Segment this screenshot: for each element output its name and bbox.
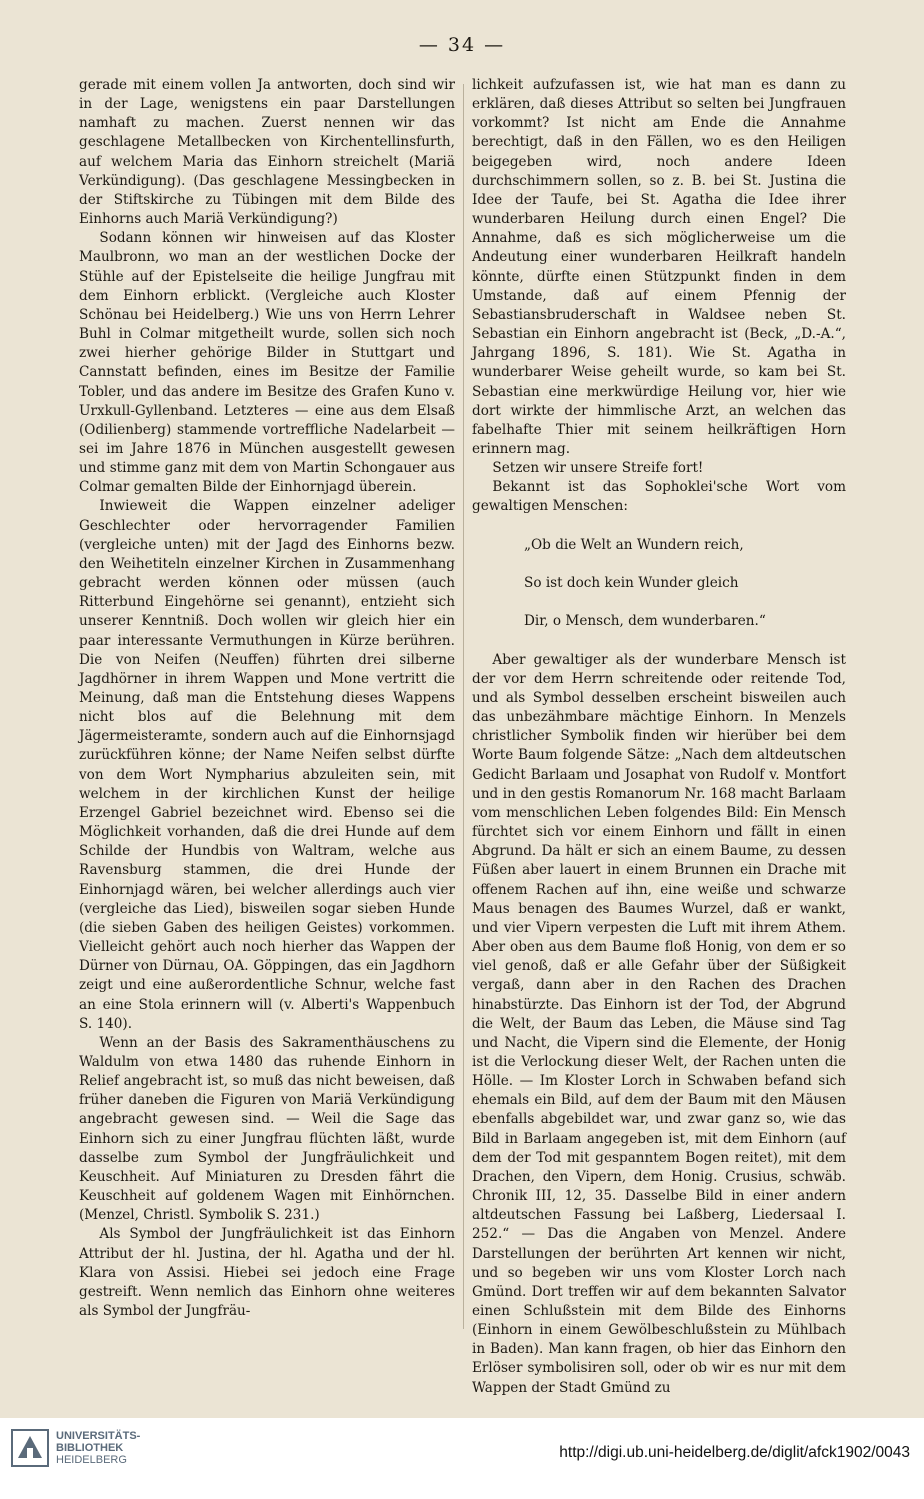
- logo-line: HEIDELBERG: [56, 1454, 127, 1466]
- footer-bar: [0, 1418, 924, 1499]
- paragraph: Wenn an der Basis des Sakramenthäuschens zu Waldulm von etwa 1480 das ruhende Einhorn in Relief angebracht ist, so muß das nicht beweisen, daß früher daneben die Figuren von Mariä Verkündigung angebracht gewesen sind. — Weil die Sage das Einhorn sich zu einer Jungfrau flüchten läßt, wurde dasselbe zum Symbol der Jungfräulichkeit und Keuschheit. Auf Miniaturen zu Dresden fährt die Keuschheit auf goldenem Wagen mit Einhörnchen. (Menzel, Christl. Symbolik S. 231.): [79, 1034, 455, 1224]
- paragraph: Sodann können wir hinweisen auf das Kloster Maulbronn, wo man an der westlichen Docke der Stühle auf der Epistelseite die heilige Jungfrau mit dem Einhorn erblickt. (Vergleiche auch Kloster Schönau bei Heidelberg.) Wie uns von Herrn Lehrer Buhl in Colmar mitgetheilt wurde, sollen sich noch zwei hierher gehörige Bilder in Stuttgart und Cannstatt befinden, eines im Besitze der Familie Tobler, und das andere im Besitze des Grafen Kuno v. Urxkull-Gyllenband. Letzteres — eine aus dem Elsaß (Odilienberg) stammende vortreffliche Nadelarbeit — sei im Jahre 1876 in München ausgestellt gewesen und stimme ganz mit dem von Martin Schongauer aus Colmar gemalten Bilde der Einhornjagd überein.: [79, 230, 455, 496]
- library-logo[interactable]: [10, 1428, 230, 1468]
- column-divider: [463, 84, 464, 1329]
- paragraph: Setzen wir unsere Streife fort!: [492, 460, 704, 477]
- paragraph: Bekannt ist das Sophoklei'sche Wort vom gewaltigen Menschen:: [472, 479, 846, 515]
- poem-line: Dir, o Mensch, dem wunderbaren.“: [524, 613, 766, 630]
- paragraph: Aber gewaltiger als der wunderbare Mensch ist der vor dem Herrn schreitende oder reitende Tod, und als Symbol desselben erscheint bisweilen auch das unbezähmbare mächtige Einhorn. In Menzels christlicher Symbolik finden wir hierüber bei dem Worte Baum folgende Sätze: „Nach dem altdeutschen Gedicht Barlaam und Josaphat von Rudolf v. Montfort und in den gestis Romanorum Nr. 168 macht Barlaam vom menschlichen Leben folgendes Bild: Ein Mensch fürchtet sich vor einem Einhorn und fällt in einen Abgrund. Da hält er sich an einem Baume, zu dessen Füßen aber lauert in einem Brunnen ein Drache mit offenem Rachen auf ihn, eine weiße und schwarze Maus benagen des Baumes Wurzel, daß er wankt, und vier Vipern verpesten die Luft mit ihrem Athem. Aber oben aus dem Baume floß Honig, von dem er so viel genoß, daß er alle Gefahr über der Süßigkeit vergaß, dann aber in den Rachen des Drachen hinabstürzte. Das Einhorn ist der Tod, der Abgrund die Welt, der Baum das Leben, die Mäuse sind Tag und Nacht, die Vipern sind die Elemente, der Honig ist die Verlockung dieser Welt, der Rachen unten die Hölle. — Im Kloster Lorch in Schwaben befand sich ehemals ein Bild, auf dem der Baum mit den Mäusen ebenfalls abgebildet war, und zwar ganz so, wie das Bild in Barlaam angegeben ist, mit dem Einhorn (auf dem der Tod mit gespanntem Bogen reitet), mit dem Drachen, den Vipern, dem Honig. Crusius, schwäb. Chronik III, 12, 35. Dasselbe Bild in einer andern altdeutschen Fassung bei Laßberg, Liedersaal I. 252.“ — Das die Angaben von Menzel. Andere Darstellungen der berührten Art kennen wir nicht, und so begeben wir uns vom Kloster Lorch nach Gmünd. Dort treffen wir auf dem bekannten Salvator einen Schlußstein mit dem Bilde des Einhorns (Einhorn in einem Gewölbeschlußstein zu Mühlbach in Baden). Man kann fragen, ob hier das Einhorn den Erlöser symbolisiren soll, oder ob wir es nur mit dem Wappen der Stadt Gmünd zu: [472, 651, 846, 1396]
- logo-text: [56, 1430, 140, 1466]
- source-url[interactable]: http://digi.ub.uni-heidelberg.de/diglit/afck1902/0043: [559, 1444, 910, 1461]
- right-text-column: [472, 76, 846, 1396]
- left-text-column: [79, 76, 455, 1338]
- paragraph: lichkeit aufzufassen ist, wie hat man es dann zu erklären, daß dieses Attribut so selten bei Jungfrauen vorkommt? Ist nicht am Ende die Annahme berechtigt, daß in den Fällen, wo es den Heiligen beigegeben wird, noch andere Ideen durchschimmern sollen, so z. B. bei St. Justina die Idee der Taufe, bei St. Agatha die Idee ihrer wunderbaren Heilung durch einen Engel? Die Annahme, daß es sich möglicherweise um die Andeutung einer wunderbaren Heilkraft handeln könnte, dürfte einen Stützpunkt finden in dem Umstande, daß auf einem Pfennig der Sebastiansbruderschaft in Waldsee neben St. Sebastian ein Einhorn angebracht ist (Beck, „D.-A.“, Jahrgang 1896, S. 181). Wie St. Agatha in wunderbarer Weise geheilt wurde, so kam bei St. Sebastian eine merkwürdige Heilung vor, hier wie dort wirkte der himmlische Arzt, an welchen das fabelhafte Thier mit seinem heilkräftigen Horn erinnern mag.: [472, 77, 846, 457]
- paragraph: gerade mit einem vollen Ja antworten, doch sind wir in der Lage, wenigstens ein paar Darstellungen namhaft zu machen. Zuerst nennen wir das geschlagene Metallbecken von Kirchentellinsfurth, auf welchem Maria das Einhorn streichelt (Mariä Verkündigung). (Das geschlagene Messingbecken in der Stiftskirche zu Tübingen mit dem Bilde des Einhorns auch Mariä Verkündigung?): [79, 77, 455, 228]
- logo-line: UNIVERSITÄTS-: [56, 1430, 141, 1442]
- poem-line: „Ob die Welt an Wundern reich,: [524, 536, 744, 553]
- paragraph: Inwieweit die Wappen einzelner adeliger Geschlechter oder hervorragender Familien (vergleiche unten) mit der Jagd des Einhorns bezw. den Weihetiteln einzelner Kirchen in Zusammenhang gebracht werden können oder müssen (auch Ritterbund Eingehörne sei genannt), entzieht sich unserer Kenntniß. Doch wollen wir gleich hier ein paar interessante Vermuthungen in Kürze berühren. Die von Neifen (Neuffen) führten drei silberne Jagdhörner in ihrem Wappen und Mone vertritt die Meinung, daß man die Entstehung dieses Wappens nicht blos auf die Belehnung mit dem Jägermeisteramte, sondern auch auf die Einhornsjagd zurückführen könne; der Name Neifen selbst dürfte von dem Wort Nympharius abzuleiten sein, mit welchem in der kirchlichen Kunst der heilige Erzengel Gabriel bezeichnet wird. Ebenso sei die Möglichkeit vorhanden, daß die drei Hunde auf dem Schilde der Hundbis von Waltram, welche aus Ravensburg stammen, die drei Hunde der Einhornjagd wären, bei welcher allerdings auch vier (vergleiche das Lied), bisweilen sogar sieben Hunde (die sieben Gaben des heiligen Geistes) vorkommen. Vielleicht gehört auch noch hierher das Wappen der Dürner von Dürnau, OA. Göppingen, das ein Jagdhorn zeigt und eine außerordentliche Schnur, welche fast an eine Stola erinnern will (v. Alberti's Wappenbuch S. 140).: [79, 498, 455, 1032]
- logo-line: BIBLIOTHEK: [56, 1442, 124, 1454]
- page-number: — 34 —: [418, 34, 506, 56]
- poem-quote: [472, 517, 846, 651]
- poem-line: So ist doch kein Wunder gleich: [524, 575, 739, 592]
- paragraph: Als Symbol der Jungfräulichkeit ist das Einhorn Attribut der hl. Justina, der hl. Agatha und der hl. Klara von Assisi. Hiebei sei jedoch eine Frage gestreift. Wenn nemlich das Einhorn ohne weiteres als Symbol der Jungfräu-: [79, 1226, 455, 1319]
- library-seal-icon: [10, 1428, 50, 1468]
